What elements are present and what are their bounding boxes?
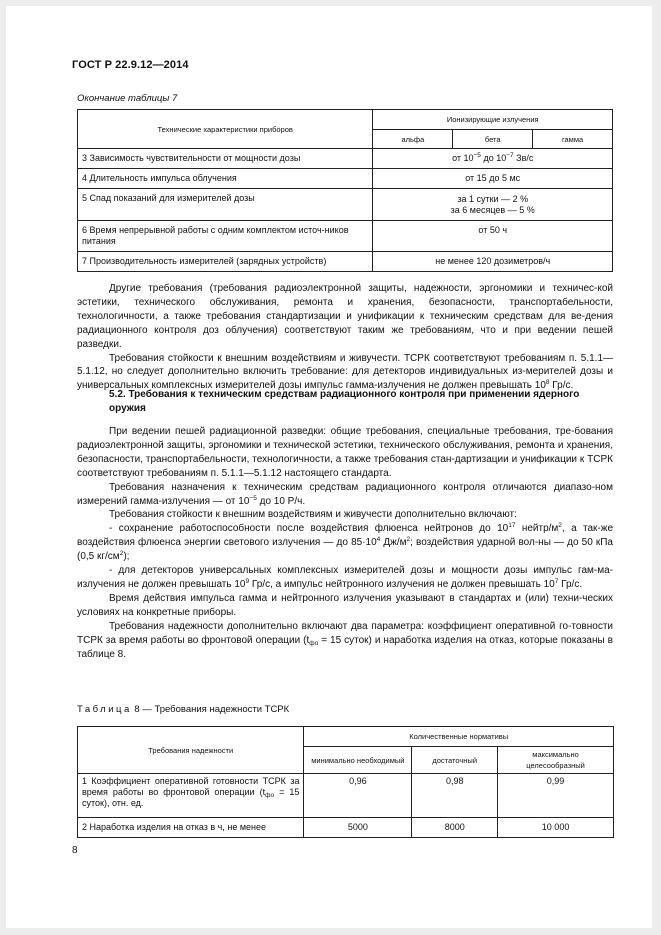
- table-row: [78, 221, 613, 252]
- table8-cell: 5000: [304, 818, 412, 838]
- table7-caption: Окончание таблицы 7: [77, 93, 178, 104]
- table7-row-value: от 15 до 5 мс: [373, 169, 613, 189]
- table8-caption: Таблица 8 — Требования надежности ТСРК: [77, 704, 290, 715]
- body-text-block-1: [77, 282, 613, 393]
- table7-subheader-beta: бета: [453, 130, 533, 149]
- table7-row-label: 4 Длительность импульса облучения: [78, 169, 373, 189]
- table7-row-value: от $10^{-5}$ до $10^{-7}$ Зв/с: [373, 149, 613, 169]
- paragraph: Требования стойкости к внешним воздействиям и живучести дополнительно включают:: [109, 509, 517, 521]
- table7: [77, 109, 613, 272]
- section-heading: 5.2. Требования к техническим средствам радиационного контроля при применении ядерного оружия: [109, 389, 580, 414]
- table8-cell: 0,96: [304, 774, 412, 818]
- paragraph: При ведении пешей радиационной разведки: общие требования, специальные требования, тре-бования радиоэлектронной защиты, эргономики и технической эстетики, технического обслуживания, ремонта и хранения, безопасности, транспортабельности, технологичности, а также требования стан-дартизации и унификации к ТСРК соответствуют требованиям п. 5.1.1—5.1.12 настоящего стандарта.: [77, 426, 613, 479]
- table8-subheader-min: минимально необходимый: [304, 747, 412, 774]
- paragraph: Требования надежности дополнительно включают два параметра: коэффициент оперативной го-товности ТСРК за время работы во фронтовой операции ($t_{фо} = 15$ суток) и наработка изделия на отказ, которые показаны в таблице 8.: [77, 620, 613, 660]
- table7-row-label: 5 Спад показаний для измерителей дозы: [78, 189, 373, 221]
- paragraph: - сохранение работоспособности после воздействия флюенса нейтронов до $10^{17}$ нейтр/$м^2$, а так-же воздействия флюенса энергии светового излучения — до $85\cdot 10^4$ $Дж/м^2$; воздействия ударной вол-ны — до 50 кПа (0,5 $кг/см^2$);: [77, 522, 614, 563]
- table-row: [78, 149, 613, 169]
- table7-row-value: за 1 сутки — 2 % за 6 месяцев — 5 %: [373, 189, 613, 221]
- table8-subheader-sufficient: достаточный: [412, 747, 498, 774]
- document-header: ГОСТ Р 22.9.12—2014: [72, 59, 189, 71]
- paragraph: Время действия импульса гамма и нейтронного излучения указывают в стандартах и (или) техни-ческих условиях на конкретные приборы.: [77, 592, 613, 618]
- table-row: [78, 818, 614, 838]
- table7-row-label: 6 Время непрерывной работы с одним комплектом источ-ников питания: [78, 221, 373, 252]
- paragraph: Требования назначения к техническим средствам радиационного контроля отличаются диапазо-ном измерений гамма-излучения — от $10^{-5}$ до 10 Р/ч.: [77, 481, 613, 507]
- table8-cell: 10 000: [498, 818, 614, 838]
- table7-row-value: не менее 120 дозиметров/ч: [373, 252, 613, 272]
- table7-header-radiation: Ионизирующие излучения: [373, 110, 613, 130]
- table-row: [78, 252, 613, 272]
- table-row: [78, 189, 613, 221]
- table-row: [78, 774, 614, 818]
- table8-cell: 0,98: [412, 774, 498, 818]
- table8-header-norms: Количественные нормативы: [304, 727, 614, 747]
- paragraph: Требования стойкости к внешним воздействиям и живучести. ТСРК соответствуют требованиям п. 5.1.1—5.1.12, но следует дополнительно включить требование: для детекторов индивидуальных из-мерителей дозы и универсальных комплексных измерителей дозы импульс гамма-излучения не должен превышать $10^8$ Гр/с.: [77, 352, 613, 392]
- paragraph: - для детекторов универсальных комплексных измерителей дозы и мощности дозы импульс гам-ма-излучения не должен превышать $10^9$ Гр/с, а импульс нейтронного излучения не должен превышать $10^7$ Гр/с.: [77, 565, 613, 590]
- table-row: [78, 169, 613, 189]
- table8-row-label: 2 Наработка изделия на отказ в ч, не менее: [78, 818, 304, 838]
- table8-cell: 8000: [412, 818, 498, 838]
- page-number: 8: [72, 845, 78, 856]
- table7-row-value: от 50 ч: [373, 221, 613, 252]
- table8-header-requirements: Требования надежности: [78, 727, 304, 774]
- table7-row-label: 7 Производительность измерителей (зарядных устройств): [78, 252, 373, 272]
- table8: [77, 726, 614, 838]
- body-text-block-2: [77, 425, 613, 661]
- table8-subheader-max: максимально целесообразный: [498, 747, 614, 774]
- table7-header-characteristics: Технические характеристики приборов: [78, 110, 373, 149]
- table7-subheader-alpha: альфа: [373, 130, 453, 149]
- table7-row-label: 3 Зависимость чувствительности от мощности дозы: [78, 149, 373, 169]
- paragraph: Другие требования (требования радиоэлектронной защиты, надежности, эргономики и техничес-кой эстетики, технического обслуживания, ремонта и хранения, безопасности, транспортабельности, технологичности, а также требования стандартизации и унификации к техническим средствам для ве-дения радиационного контроля доз облучения) соответствуют таким же требованиям, что и при ведении пешей разведки.: [77, 283, 613, 350]
- table7-subheader-gamma: гамма: [533, 130, 613, 149]
- table8-cell: 0,99: [498, 774, 614, 818]
- table8-row-label: 1 Коэффициент оперативной готовности ТСРК за время работы во фронтовой операции ($t_{фо} = 15$ суток), отн. ед.: [78, 774, 304, 818]
